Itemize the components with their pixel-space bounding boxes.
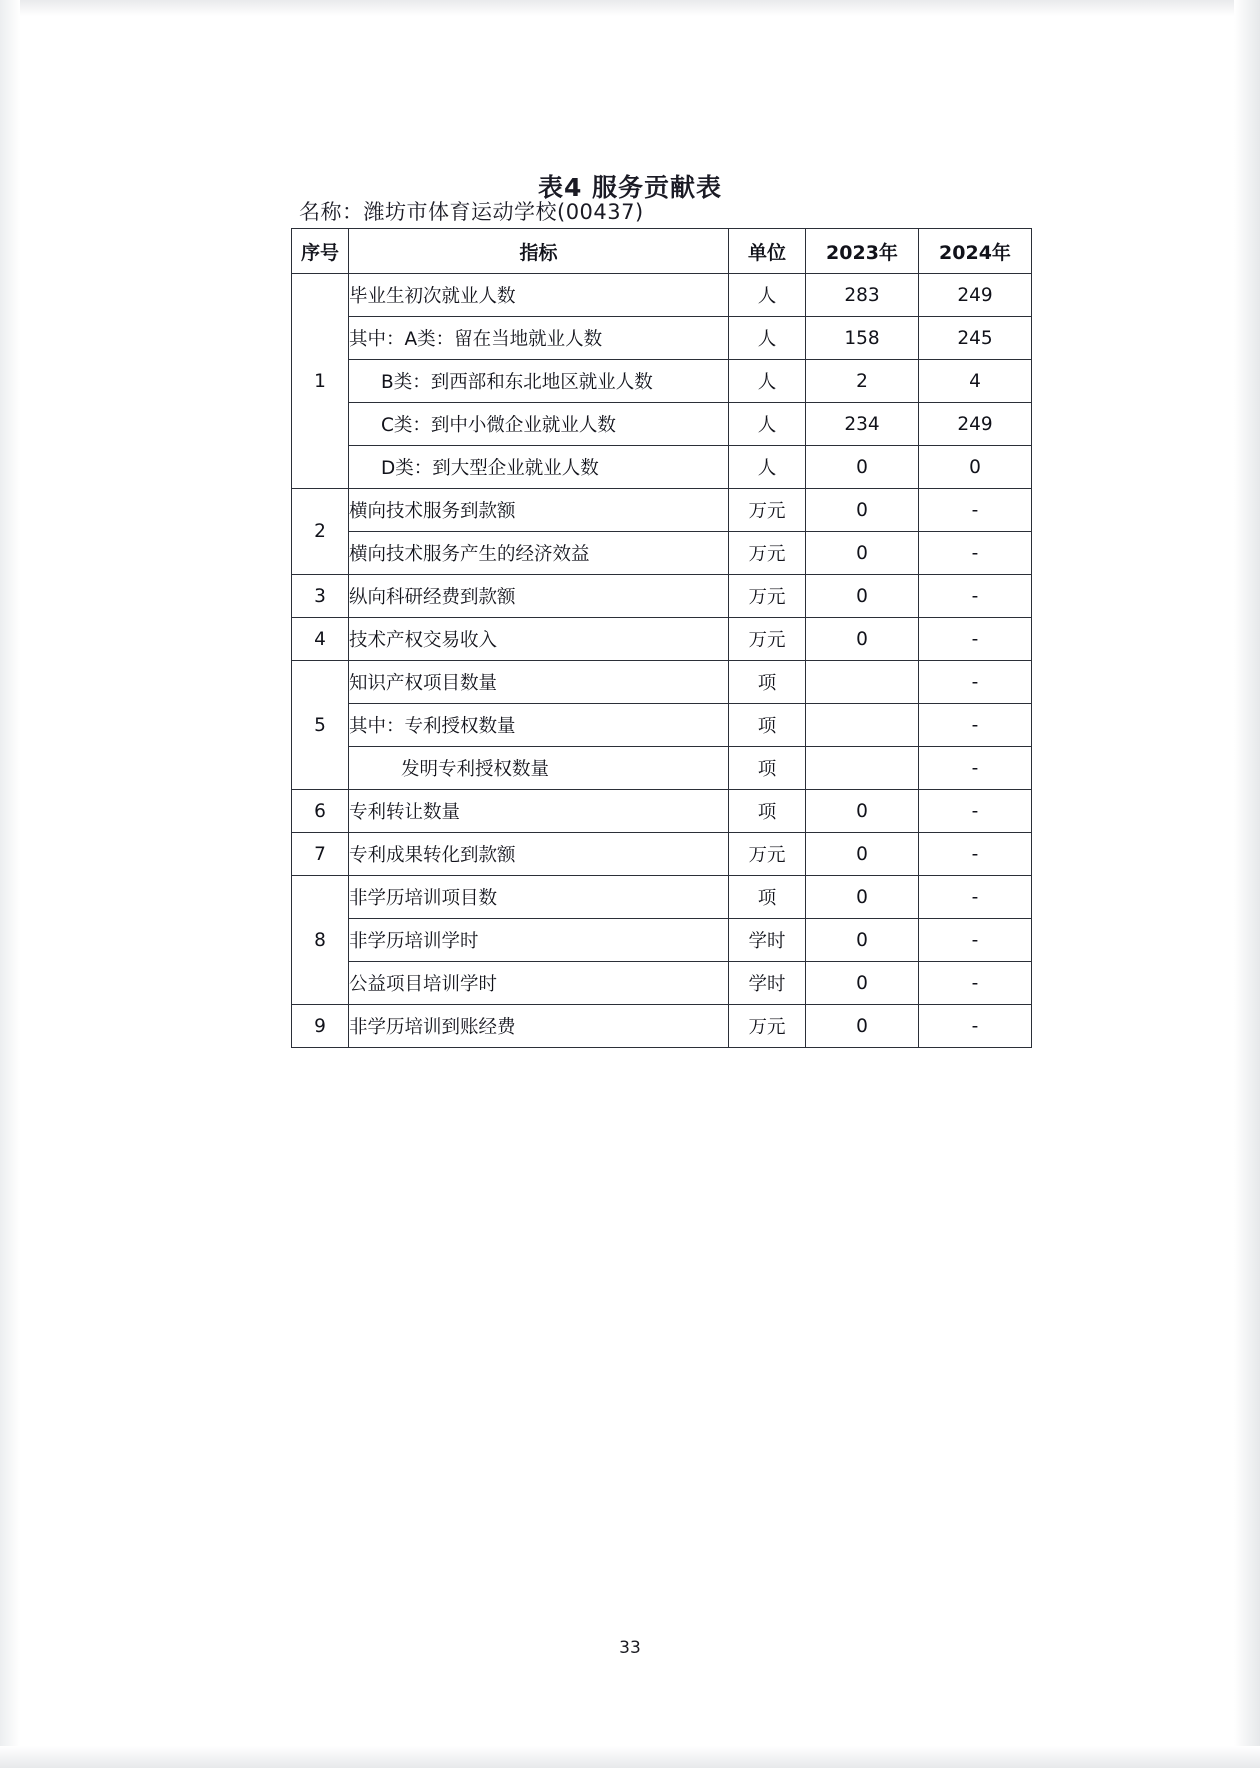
value-2023-cell: 0 [806, 962, 919, 1005]
row-number-cell: 3 [292, 575, 349, 618]
unit-cell: 万元 [729, 1005, 806, 1048]
indicator-cell: 非学历培训学时 [349, 919, 729, 962]
unit-cell: 万元 [729, 618, 806, 661]
value-2023-cell: 2 [806, 360, 919, 403]
unit-cell: 项 [729, 747, 806, 790]
value-2024-cell: - [919, 661, 1032, 704]
unit-cell: 万元 [729, 532, 806, 575]
value-2023-cell: 0 [806, 876, 919, 919]
table-header-row [292, 229, 1032, 274]
unit-cell: 学时 [729, 962, 806, 1005]
table-header [292, 229, 1032, 274]
table-row [292, 661, 1032, 704]
value-2023-cell: 0 [806, 489, 919, 532]
unit-cell: 万元 [729, 833, 806, 876]
row-number-cell: 4 [292, 618, 349, 661]
unit-cell: 人 [729, 360, 806, 403]
indicator-cell: 技术产权交易收入 [349, 618, 729, 661]
unit-cell: 项 [729, 790, 806, 833]
value-2023-cell [806, 661, 919, 704]
unit-cell: 学时 [729, 919, 806, 962]
scan-edge-top [0, 0, 1260, 16]
table-row [292, 962, 1032, 1005]
unit-cell: 项 [729, 876, 806, 919]
scan-edge-left [0, 0, 20, 1768]
value-2023-cell: 0 [806, 532, 919, 575]
indicator-cell: 其中：A类：留在当地就业人数 [349, 317, 729, 360]
table-row [292, 575, 1032, 618]
value-2024-cell: - [919, 489, 1032, 532]
indicator-cell: 知识产权项目数量 [349, 661, 729, 704]
row-number-cell: 5 [292, 661, 349, 790]
page-title: 表4 服务贡献表 [537, 173, 723, 202]
unit-cell: 人 [729, 403, 806, 446]
value-2023-cell: 0 [806, 919, 919, 962]
table-row [292, 876, 1032, 919]
indicator-cell: D类：到大型企业就业人数 [349, 446, 729, 489]
row-number-cell: 2 [292, 489, 349, 575]
value-2023-cell: 0 [806, 833, 919, 876]
value-2024-cell: 249 [919, 403, 1032, 446]
unit-cell: 人 [729, 274, 806, 317]
value-2023-cell: 0 [806, 446, 919, 489]
value-2023-cell: 158 [806, 317, 919, 360]
value-2024-cell: - [919, 618, 1032, 661]
table-row [292, 317, 1032, 360]
table-row [292, 833, 1032, 876]
table-row [292, 1005, 1032, 1048]
value-2023-cell: 0 [806, 618, 919, 661]
row-number-cell: 7 [292, 833, 349, 876]
value-2023-cell: 0 [806, 790, 919, 833]
value-2024-cell: 249 [919, 274, 1032, 317]
value-2023-cell: 283 [806, 274, 919, 317]
unit-cell: 人 [729, 317, 806, 360]
value-2024-cell: - [919, 1005, 1032, 1048]
value-2024-cell: - [919, 790, 1032, 833]
row-number-cell: 8 [292, 876, 349, 1005]
value-2024-cell: - [919, 919, 1032, 962]
column-header-2024: 2024年 [919, 229, 1032, 274]
indicator-cell: 专利成果转化到款额 [349, 833, 729, 876]
indicator-cell: 纵向科研经费到款额 [349, 575, 729, 618]
column-header-no: 序号 [292, 229, 349, 274]
table-row [292, 403, 1032, 446]
value-2023-cell [806, 704, 919, 747]
indicator-cell: 发明专利授权数量 [349, 747, 729, 790]
row-number-cell: 6 [292, 790, 349, 833]
unit-cell: 人 [729, 446, 806, 489]
scan-edge-right [1234, 0, 1260, 1768]
value-2024-cell: 4 [919, 360, 1032, 403]
indicator-cell: 横向技术服务产生的经济效益 [349, 532, 729, 575]
column-header-unit: 单位 [729, 229, 806, 274]
table-row [292, 360, 1032, 403]
value-2024-cell: - [919, 962, 1032, 1005]
value-2024-cell: - [919, 747, 1032, 790]
value-2023-cell: 0 [806, 1005, 919, 1048]
indicator-cell: C类：到中小微企业就业人数 [349, 403, 729, 446]
value-2023-cell: 234 [806, 403, 919, 446]
table-body [292, 274, 1032, 1048]
indicator-cell: 专利转让数量 [349, 790, 729, 833]
indicator-cell: 非学历培训项目数 [349, 876, 729, 919]
table-row [292, 489, 1032, 532]
value-2024-cell: - [919, 575, 1032, 618]
table-row [292, 274, 1032, 317]
value-2024-cell: - [919, 532, 1032, 575]
value-2024-cell: 0 [919, 446, 1032, 489]
unit-cell: 项 [729, 704, 806, 747]
value-2024-cell: 245 [919, 317, 1032, 360]
service-contribution-table [291, 228, 1032, 1048]
unit-cell: 万元 [729, 575, 806, 618]
value-2023-cell: 0 [806, 575, 919, 618]
indicator-cell: 非学历培训到账经费 [349, 1005, 729, 1048]
table-row [292, 919, 1032, 962]
school-name-label: 名称：潍坊市体育运动学校(00437) [299, 200, 644, 224]
indicator-cell: 横向技术服务到款额 [349, 489, 729, 532]
table-row [292, 532, 1032, 575]
column-header-indicator: 指标 [349, 229, 729, 274]
indicator-cell: 其中：专利授权数量 [349, 704, 729, 747]
value-2024-cell: - [919, 833, 1032, 876]
scan-edge-bottom [0, 1746, 1260, 1768]
column-header-2023: 2023年 [806, 229, 919, 274]
table-row [292, 618, 1032, 661]
indicator-cell: B类：到西部和东北地区就业人数 [349, 360, 729, 403]
value-2024-cell: - [919, 704, 1032, 747]
indicator-cell: 毕业生初次就业人数 [349, 274, 729, 317]
unit-cell: 万元 [729, 489, 806, 532]
row-number-cell: 1 [292, 274, 349, 489]
unit-cell: 项 [729, 661, 806, 704]
table-row [292, 446, 1032, 489]
page-number: 33 [619, 1638, 641, 1658]
row-number-cell: 9 [292, 1005, 349, 1048]
table-row [292, 747, 1032, 790]
value-2023-cell [806, 747, 919, 790]
value-2024-cell: - [919, 876, 1032, 919]
indicator-cell: 公益项目培训学时 [349, 962, 729, 1005]
table-row [292, 790, 1032, 833]
table-row [292, 704, 1032, 747]
